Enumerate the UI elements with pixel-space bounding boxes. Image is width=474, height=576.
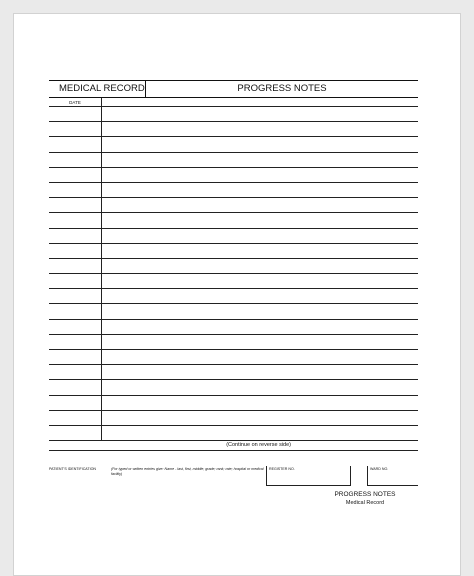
date-cell[interactable] [49, 426, 102, 440]
note-row[interactable] [49, 168, 418, 183]
date-cell[interactable] [49, 168, 102, 182]
date-cell[interactable] [49, 335, 102, 349]
note-row[interactable] [49, 289, 418, 304]
date-cell[interactable] [49, 380, 102, 394]
note-row[interactable] [49, 380, 418, 395]
date-header-row [49, 98, 418, 107]
note-row[interactable] [49, 137, 418, 152]
date-cell[interactable] [49, 153, 102, 167]
date-cell[interactable] [49, 122, 102, 136]
note-row[interactable] [49, 350, 418, 365]
stamp-title: PROGRESS NOTES [334, 491, 396, 498]
date-cell[interactable] [49, 411, 102, 425]
note-row[interactable] [49, 274, 418, 289]
progress-notes-title: PROGRESS NOTES [237, 83, 327, 94]
date-cell[interactable] [49, 274, 102, 288]
date-cell[interactable] [49, 244, 102, 258]
patient-id-label: PATIENT'S IDENTIFICATION [49, 467, 97, 471]
date-cell[interactable] [49, 198, 102, 212]
note-row[interactable] [49, 183, 418, 198]
date-cell[interactable] [49, 259, 102, 273]
date-column-header: DATE [49, 98, 102, 106]
note-row[interactable] [49, 335, 418, 350]
note-row[interactable] [49, 122, 418, 137]
notes-grid [49, 98, 418, 441]
ward-number-label: WARD NO. [370, 467, 389, 471]
patient-identification-footer [49, 466, 418, 488]
note-row[interactable] [49, 396, 418, 411]
date-cell[interactable] [49, 137, 102, 151]
note-row[interactable] [49, 107, 418, 122]
stamp-subtitle: Medical Record [345, 500, 385, 506]
date-cell[interactable] [49, 304, 102, 318]
ward-number-field[interactable] [367, 466, 418, 486]
date-cell[interactable] [49, 107, 102, 121]
medical-record-title: MEDICAL RECORD [49, 81, 146, 97]
form-header [49, 81, 418, 98]
date-cell[interactable] [49, 320, 102, 334]
note-row[interactable] [49, 411, 418, 426]
form-stamp [320, 490, 410, 508]
date-cell[interactable] [49, 183, 102, 197]
register-number-label: REGISTER NO. [269, 467, 295, 471]
date-cell[interactable] [49, 350, 102, 364]
note-row[interactable] [49, 259, 418, 274]
note-row[interactable] [49, 153, 418, 168]
note-row[interactable] [49, 244, 418, 259]
date-cell[interactable] [49, 213, 102, 227]
note-row[interactable] [49, 365, 418, 380]
note-row[interactable] [49, 304, 418, 319]
register-number-field[interactable] [266, 466, 351, 486]
patient-id-instructions: (For typed or written entries give: Name - last, first, middle; grade; rank; rate; hospital or medical facility) [111, 467, 264, 476]
note-row[interactable] [49, 426, 418, 441]
progress-notes-form [49, 80, 418, 451]
continue-note: (Continue on reverse side) [49, 441, 418, 451]
note-row[interactable] [49, 320, 418, 335]
date-cell[interactable] [49, 396, 102, 410]
date-cell[interactable] [49, 365, 102, 379]
date-cell[interactable] [49, 229, 102, 243]
note-row[interactable] [49, 198, 418, 213]
date-cell[interactable] [49, 289, 102, 303]
note-row[interactable] [49, 213, 418, 228]
note-row[interactable] [49, 229, 418, 244]
